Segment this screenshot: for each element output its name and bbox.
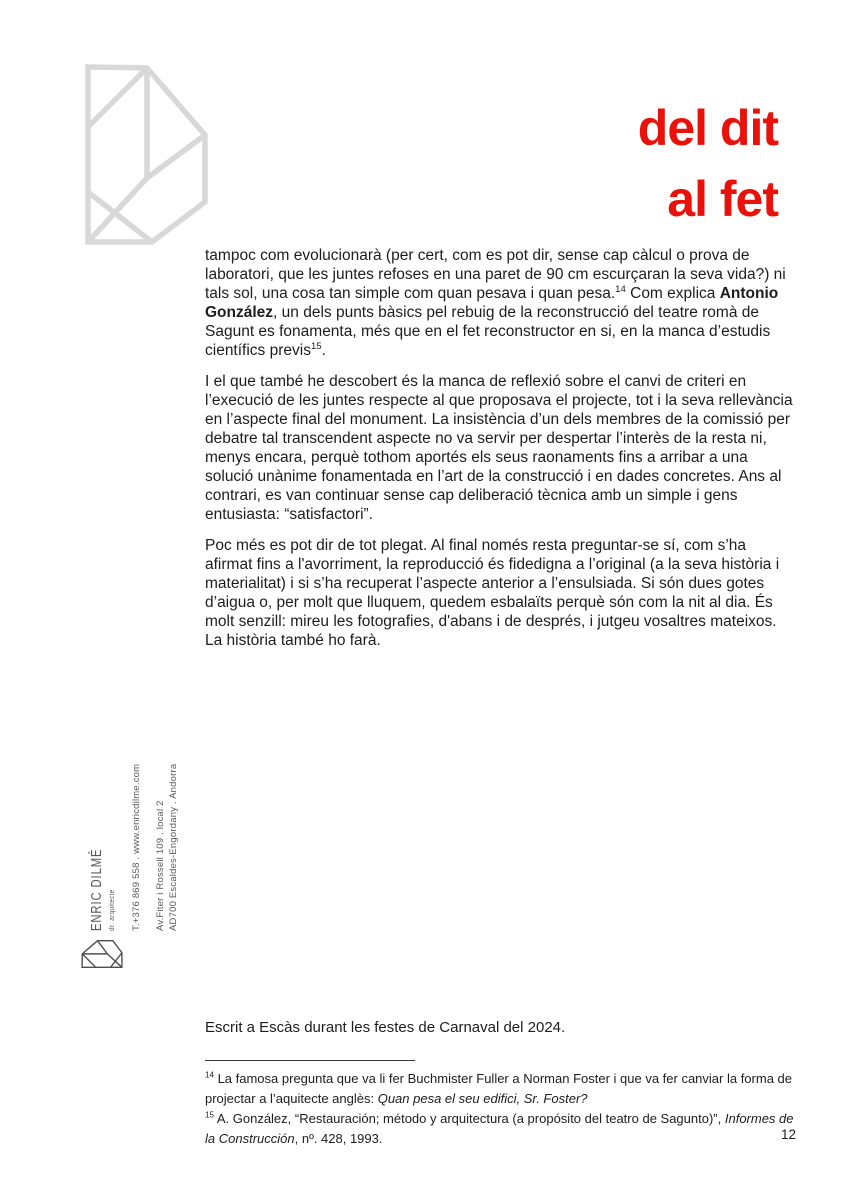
address-line1: Av.Fiter i Rossell 109 . local 2 <box>155 800 166 931</box>
body-text: Com explica <box>625 285 720 302</box>
address-line2: AD700 Escaldes-Engordany . Andorra <box>168 763 179 931</box>
body-text: . <box>321 342 326 359</box>
footnote-reference-14: 14 <box>615 283 626 295</box>
body-text: , un dels punts bàsics pel rebuig de la reconstrucció del teatre romà de Sagunt es fonamenta, més que en el fet reconstructor en si, en la manca d’estudis científics previs <box>205 304 771 359</box>
brand-logo-large-icon <box>85 64 208 245</box>
page-number: 12 <box>781 1127 797 1142</box>
page-title-line2: al fet <box>667 171 778 227</box>
contact-line: T.+376 869 558 . www.enricdilme.com <box>131 763 142 931</box>
body-text: I el que també he descobert és la manca de reflexió sobre el canvi de criteri en l’execució de les juntes respecte al que proposava el projecte, tot i la seva rellevància en l’aspecte final del monument. La insistència d’un dels membres de la comissió per debatre tal transcendent aspecte no va servir per despertar l’interès de la resta ni, menys encara, perquè tothom aportés els seus raonaments fins a arribar a una solució unànime fonamentada en l’art de la construcció i en dades concretes. Ans al contrari, es van continuar sense cap deliberació tècnica amb un simple i gens entusiasta: “satisfactori”. <box>205 373 793 523</box>
footnote-separator <box>205 1060 415 1061</box>
architect-name: ENRIC DILMÉ <box>88 848 105 931</box>
address-block <box>154 711 180 931</box>
brand-logo-small-icon <box>81 940 123 968</box>
footnotes-section <box>205 1060 805 1149</box>
footnote-text: La famosa pregunta que va li fer Buchmister Fuller a Norman Foster i que va fer canviar la forma de projectar a l’aquitecte anglès: <box>205 1071 792 1106</box>
letterhead-sidebar <box>88 711 180 931</box>
footnote-number: 15 <box>205 1110 214 1120</box>
footnote-text-italic: Informes de la Construcción <box>205 1111 794 1146</box>
footnote-text-italic: Quan pesa el seu edifici, Sr. Foster? <box>377 1091 588 1106</box>
body-text-bold: Antonio González <box>205 285 779 321</box>
footnote-number: 14 <box>205 1070 214 1080</box>
footnote-reference-15: 15 <box>310 340 322 352</box>
footnote-text: A. González, “Restauración; método y arquitectura (a propósito del teatro de Sagunto)”, <box>213 1111 725 1126</box>
page-title <box>638 93 778 235</box>
paragraph-2 <box>205 372 797 524</box>
page-title-line1: del dit <box>637 100 778 156</box>
footnote-14 <box>205 1069 805 1109</box>
paragraph-1 <box>205 246 797 360</box>
footnote-15 <box>205 1109 805 1149</box>
footnote-text: , nº. 428, 1993. <box>294 1131 383 1146</box>
body-text: tampoc com evolucionarà (per cert, com es pot dir, sense cap càlcul o prova de laboratori, que les juntes refoses en una paret de 90 cm escurçaran la seva vida?) ni tals sol, una cosa tan simple com quan pesava i quan pesa. <box>205 247 786 302</box>
article-body <box>205 246 797 662</box>
closing-line: Escrit a Escàs durant les festes de Carnaval del 2024. <box>205 1019 566 1036</box>
body-text: Poc més es pot dir de tot plegat. Al final només resta preguntar-se sí, com s’ha afirmat fins a l'avorriment, la reproducció és fidedigna a l’original (a la seva història i materialitat) i si s’ha recuperat l’aspecte anterior a l’ensulsiada. Si són dues gotes d’aigua o, per molt que lluquem, quedem esbalaïts perquè són com la nit al dia. És molt senzill: mireu les fotografies, d'abans i de després, i jutgeu vosaltres mateixos. La història també ho farà. <box>205 537 780 649</box>
paragraph-3 <box>205 536 797 650</box>
architect-role: dr. arquitecte <box>107 889 116 931</box>
